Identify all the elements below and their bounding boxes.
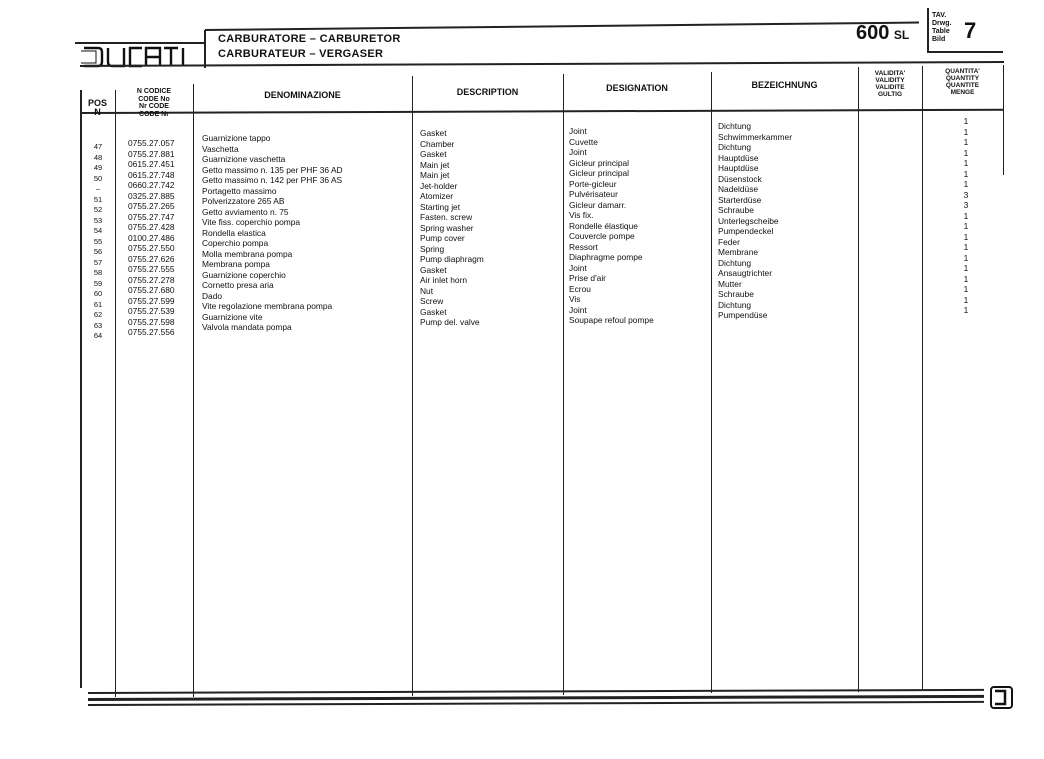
table-label: Drwg. — [932, 20, 952, 27]
bezeichnung-cell: Feder — [718, 236, 740, 247]
denominazione-cell: Vaschetta — [202, 143, 239, 154]
quantity-cell: 1 — [963, 273, 969, 284]
bezeichnung-cell: Dichtung — [718, 299, 752, 310]
designation-cell: Soupape refoul pompe — [569, 315, 654, 325]
codes-cell: 0755.27.599 — [128, 295, 175, 306]
denominazione-cell: Vite regolazione membrana pompa — [202, 301, 333, 311]
bezeichnung-cell: Pumpendüse — [718, 310, 768, 320]
col-rule — [193, 84, 194, 697]
pos-cell: 51 — [93, 194, 103, 204]
pos-cell: 63 — [93, 320, 103, 330]
col-header-denominazione: DENOMINAZIONE — [264, 90, 341, 100]
pos-cell: 59 — [93, 278, 103, 288]
bezeichnung-cell: Pumpendeckel — [718, 226, 774, 236]
pos-cell: 58 — [93, 268, 103, 277]
denominazione-cell: Guarnizione tappo — [202, 133, 271, 143]
col-header-designation: DESIGNATION — [606, 83, 668, 93]
denominazione-cell: Polverizzatore 265 AB — [202, 196, 285, 206]
designation-cell: Gicleur principal — [569, 168, 630, 178]
denominazione-cell: Getto massimo n. 142 per PHF 36 AS — [202, 175, 343, 185]
col-header-text: QUANTITY — [945, 75, 980, 82]
col-header-text: CODE Nr — [139, 110, 169, 118]
codes-cell: 0755.27.598 — [128, 316, 175, 327]
codes-cell: 0755.27.057 — [128, 138, 175, 148]
designation-cell: Vis fix. — [569, 210, 594, 220]
denominazione-cell: Membrana pompa — [202, 259, 270, 269]
denominazione-cell: Guarnizione coperchio — [202, 269, 286, 280]
quantity-cell: 1 — [963, 305, 969, 315]
table-label: TAV. — [932, 12, 947, 19]
col-rule — [115, 90, 116, 697]
col-rule — [1003, 65, 1004, 175]
table-box-rule — [927, 8, 929, 52]
codes-cell: 0755.27.881 — [128, 148, 175, 159]
bottom-rule — [88, 695, 984, 701]
pos-cell: 52 — [93, 205, 103, 214]
codes-cell: 0755.27.556 — [128, 327, 175, 337]
denominazione-cell: Cornetto presa aria — [202, 280, 274, 290]
denominazione-cell: Portagetto massimo — [202, 185, 277, 196]
designation-cell: Gicleur damarr. — [569, 199, 627, 210]
description-cell: Fasten. screw — [420, 212, 473, 222]
designation-cell: Couvercle pompe — [569, 231, 635, 241]
col-rule — [711, 72, 712, 693]
col-rule — [80, 90, 82, 688]
codes-cell: 0755.27.539 — [128, 306, 175, 316]
col-header-text: N CODICE — [136, 88, 172, 95]
codes-cell: 0325.27.885 — [128, 190, 175, 201]
designation-cell: Joint — [569, 147, 587, 157]
description-cell: Chamber — [420, 138, 455, 149]
col-header-bezeichnung: BEZEICHNUNG — [751, 80, 818, 90]
model-number: 600 — [856, 22, 890, 44]
bezeichnung-cell: Dichtung — [718, 257, 752, 268]
quantity-cell: 1 — [963, 210, 969, 221]
col-header-text: N — [94, 107, 101, 117]
description-cell: Pump del. valve — [420, 317, 480, 327]
pos-cell: 49 — [93, 163, 103, 172]
quantity-cell: 1 — [963, 137, 969, 147]
col-header-text: POS — [87, 98, 107, 108]
denominazione-cell: Dado — [202, 290, 223, 301]
bezeichnung-cell: Schraube — [718, 289, 754, 299]
bezeichnung-cell: Schraube — [718, 205, 754, 215]
pos-column — [85, 142, 111, 342]
description-cell: Jet-holder — [420, 180, 458, 191]
quantity-cell: 1 — [963, 179, 969, 189]
table-labels — [932, 12, 951, 44]
codes-cell: 0755.27.680 — [128, 285, 175, 295]
bezeichnung-cell: Hauptdüse — [718, 152, 759, 163]
codes-cell: 0100.27.486 — [128, 232, 175, 243]
bezeichnung-cell: Ansaugtrichter — [718, 268, 772, 278]
denominazione-cell: Getto avviamento n. 75 — [202, 206, 289, 217]
description-cell: Air inlet horn — [420, 275, 468, 285]
description-cell: Spring — [420, 243, 445, 254]
header-vertical-rule — [204, 30, 206, 68]
col-header-description: DESCRIPTION — [456, 87, 519, 97]
bezeichnung-cell: Unterlegscheibe — [718, 215, 779, 226]
designation-cell: Joint — [569, 262, 587, 273]
description-cell: Main jet — [420, 170, 450, 180]
bottom-rule — [88, 689, 984, 694]
codes-cell: 0615.27.748 — [128, 169, 175, 180]
designation-cell: Ressort — [569, 241, 598, 252]
bezeichnung-cell: Starterdüse — [718, 194, 762, 205]
quantity-cell: 1 — [963, 242, 969, 252]
quantity-cell: 1 — [963, 168, 969, 179]
bezeichnung-cell: Membrane — [718, 247, 759, 257]
col-header-text: VALIDITA' — [874, 70, 906, 77]
col-rule — [922, 66, 923, 691]
col-header-quantity — [922, 68, 1003, 96]
denominazione-column — [202, 133, 343, 333]
model-suffix: SL — [893, 28, 910, 42]
description-cell: Gasket — [420, 128, 447, 138]
title-line-1: CARBURATORE – CARBURETOR — [218, 33, 401, 45]
description-cell: Main jet — [420, 159, 450, 170]
designation-cell: Prise d'air — [569, 273, 606, 283]
col-header-text: GULTIG — [877, 91, 903, 98]
table-header-rule — [80, 109, 1004, 114]
designation-cell: Ecrou — [569, 283, 591, 294]
denominazione-cell: Guarnizione vite — [202, 311, 263, 322]
description-cell: Spring washer — [420, 222, 474, 233]
col-header-code — [115, 88, 193, 118]
bezeichnung-cell: Schwimmerkammer — [718, 131, 792, 142]
pos-cell: 53 — [93, 215, 103, 225]
bezeichnung-cell: Nadeldüse — [718, 184, 759, 194]
quantity-cell: 1 — [963, 252, 969, 263]
col-rule — [412, 76, 413, 696]
codes-cell: 0755.27.278 — [128, 274, 175, 285]
designation-cell: Gicleur principal — [569, 157, 630, 168]
table-top-rule — [80, 61, 1004, 67]
col-header-text: MENGE — [950, 89, 975, 96]
codes-cell: 0755.27.550 — [128, 243, 175, 253]
col-header-text: VALIDITY — [875, 77, 905, 84]
denominazione-cell: Vite fiss. coperchio pompa — [202, 217, 301, 227]
denominazione-cell: Valvola mandata pompa — [202, 322, 292, 332]
table-label: Table — [932, 28, 950, 35]
pos-cell: 48 — [93, 152, 103, 162]
bezeichnung-cell: Mutter — [718, 278, 742, 289]
col-header-text: VALIDITE — [875, 84, 905, 91]
code-column — [128, 138, 175, 338]
header-top-rule — [205, 22, 919, 31]
description-column — [420, 128, 484, 328]
quantity-cell: 1 — [963, 231, 969, 242]
quantity-cell: 1 — [963, 284, 969, 294]
denominazione-cell: Rondella elastica — [202, 227, 266, 238]
corner-mark-graphic — [989, 685, 1015, 711]
designation-column — [569, 126, 654, 326]
quantity-cell: 1 — [963, 116, 969, 126]
pos-cell: 62 — [93, 310, 103, 319]
description-cell: Gasket — [420, 149, 447, 159]
col-header-text: CODE No — [138, 95, 170, 103]
quantity-cell: 3 — [963, 189, 969, 200]
pos-cell: 50 — [93, 173, 103, 183]
codes-cell: 0755.27.265 — [128, 201, 175, 211]
quantity-cell: 1 — [963, 263, 969, 273]
denominazione-cell: Molla membrana pompa — [202, 248, 293, 259]
col-header-validity — [858, 70, 922, 98]
denominazione-cell: Coperchio pompa — [202, 238, 269, 248]
col-rule — [563, 74, 564, 695]
quantity-cell: 3 — [963, 200, 969, 210]
designation-cell: Cuvette — [569, 136, 598, 147]
pos-cell: 55 — [93, 236, 103, 246]
quantity-column — [958, 116, 974, 316]
codes-cell: 0755.27.428 — [128, 222, 175, 232]
table-label: Bild — [932, 36, 946, 43]
corner-mark-icon — [989, 685, 1015, 716]
designation-cell: Diaphragme pompe — [569, 252, 643, 262]
quantity-cell: 1 — [963, 294, 969, 305]
col-header-text: Nr CODE — [139, 103, 169, 110]
description-cell: Screw — [420, 296, 444, 306]
title-line-2: CARBURATEUR – VERGASER — [218, 48, 384, 60]
codes-cell: 0615.27.451 — [128, 159, 175, 169]
table-number: 7 — [964, 18, 977, 43]
designation-cell: Joint — [569, 126, 587, 136]
denominazione-cell: Guarnizione vaschetta — [202, 154, 286, 164]
table-box-bottom — [927, 51, 1003, 53]
pos-cell: 60 — [93, 289, 103, 298]
quantity-cell: 1 — [963, 221, 969, 231]
bottom-rule — [88, 701, 984, 706]
designation-cell: Pulvérisateur — [569, 189, 618, 199]
bezeichnung-cell: Dichtung — [718, 121, 752, 131]
description-cell: Starting jet — [420, 201, 461, 212]
codes-cell: 0755.27.555 — [128, 264, 175, 274]
designation-cell: Vis — [569, 294, 581, 304]
pos-cell: – — [95, 184, 101, 193]
description-cell: Pump cover — [420, 233, 465, 243]
quantity-cell: 1 — [963, 158, 969, 168]
description-cell: Pump diaphragm — [420, 254, 484, 264]
col-rule — [858, 67, 859, 692]
description-cell: Gasket — [420, 264, 447, 275]
quantity-cell: 1 — [963, 126, 969, 137]
col-header-text: QUANTITE — [945, 82, 980, 89]
pos-cell: 47 — [93, 142, 103, 151]
pos-cell: 57 — [93, 257, 103, 267]
bezeichnung-cell: Hauptdüse — [718, 163, 759, 173]
pos-cell: 64 — [93, 331, 103, 340]
codes-cell: 0755.27.747 — [128, 211, 175, 222]
description-cell: Gasket — [420, 306, 447, 317]
col-header-text: QUANTITA' — [945, 68, 980, 75]
designation-cell: Porte-gicleur — [569, 178, 617, 189]
designation-cell: Joint — [569, 304, 587, 315]
codes-cell: 0755.27.626 — [128, 253, 175, 264]
pos-cell: 61 — [93, 299, 103, 309]
col-header-pos — [80, 99, 115, 117]
bezeichnung-cell: Düsenstock — [718, 173, 762, 184]
pos-cell: 54 — [93, 226, 103, 235]
description-cell: Atomizer — [420, 191, 454, 201]
quantity-cell: 1 — [963, 147, 969, 158]
pos-cell: 56 — [93, 247, 103, 256]
description-cell: Nut — [420, 285, 434, 296]
codes-cell: 0660.27.742 — [128, 180, 175, 190]
bezeichnung-cell: Dichtung — [718, 142, 752, 152]
bezeichnung-column — [718, 121, 792, 321]
model-label — [856, 22, 909, 45]
denominazione-cell: Getto massimo n. 135 per PHF 36 AD — [202, 164, 343, 175]
designation-cell: Rondelle élastique — [569, 220, 638, 231]
